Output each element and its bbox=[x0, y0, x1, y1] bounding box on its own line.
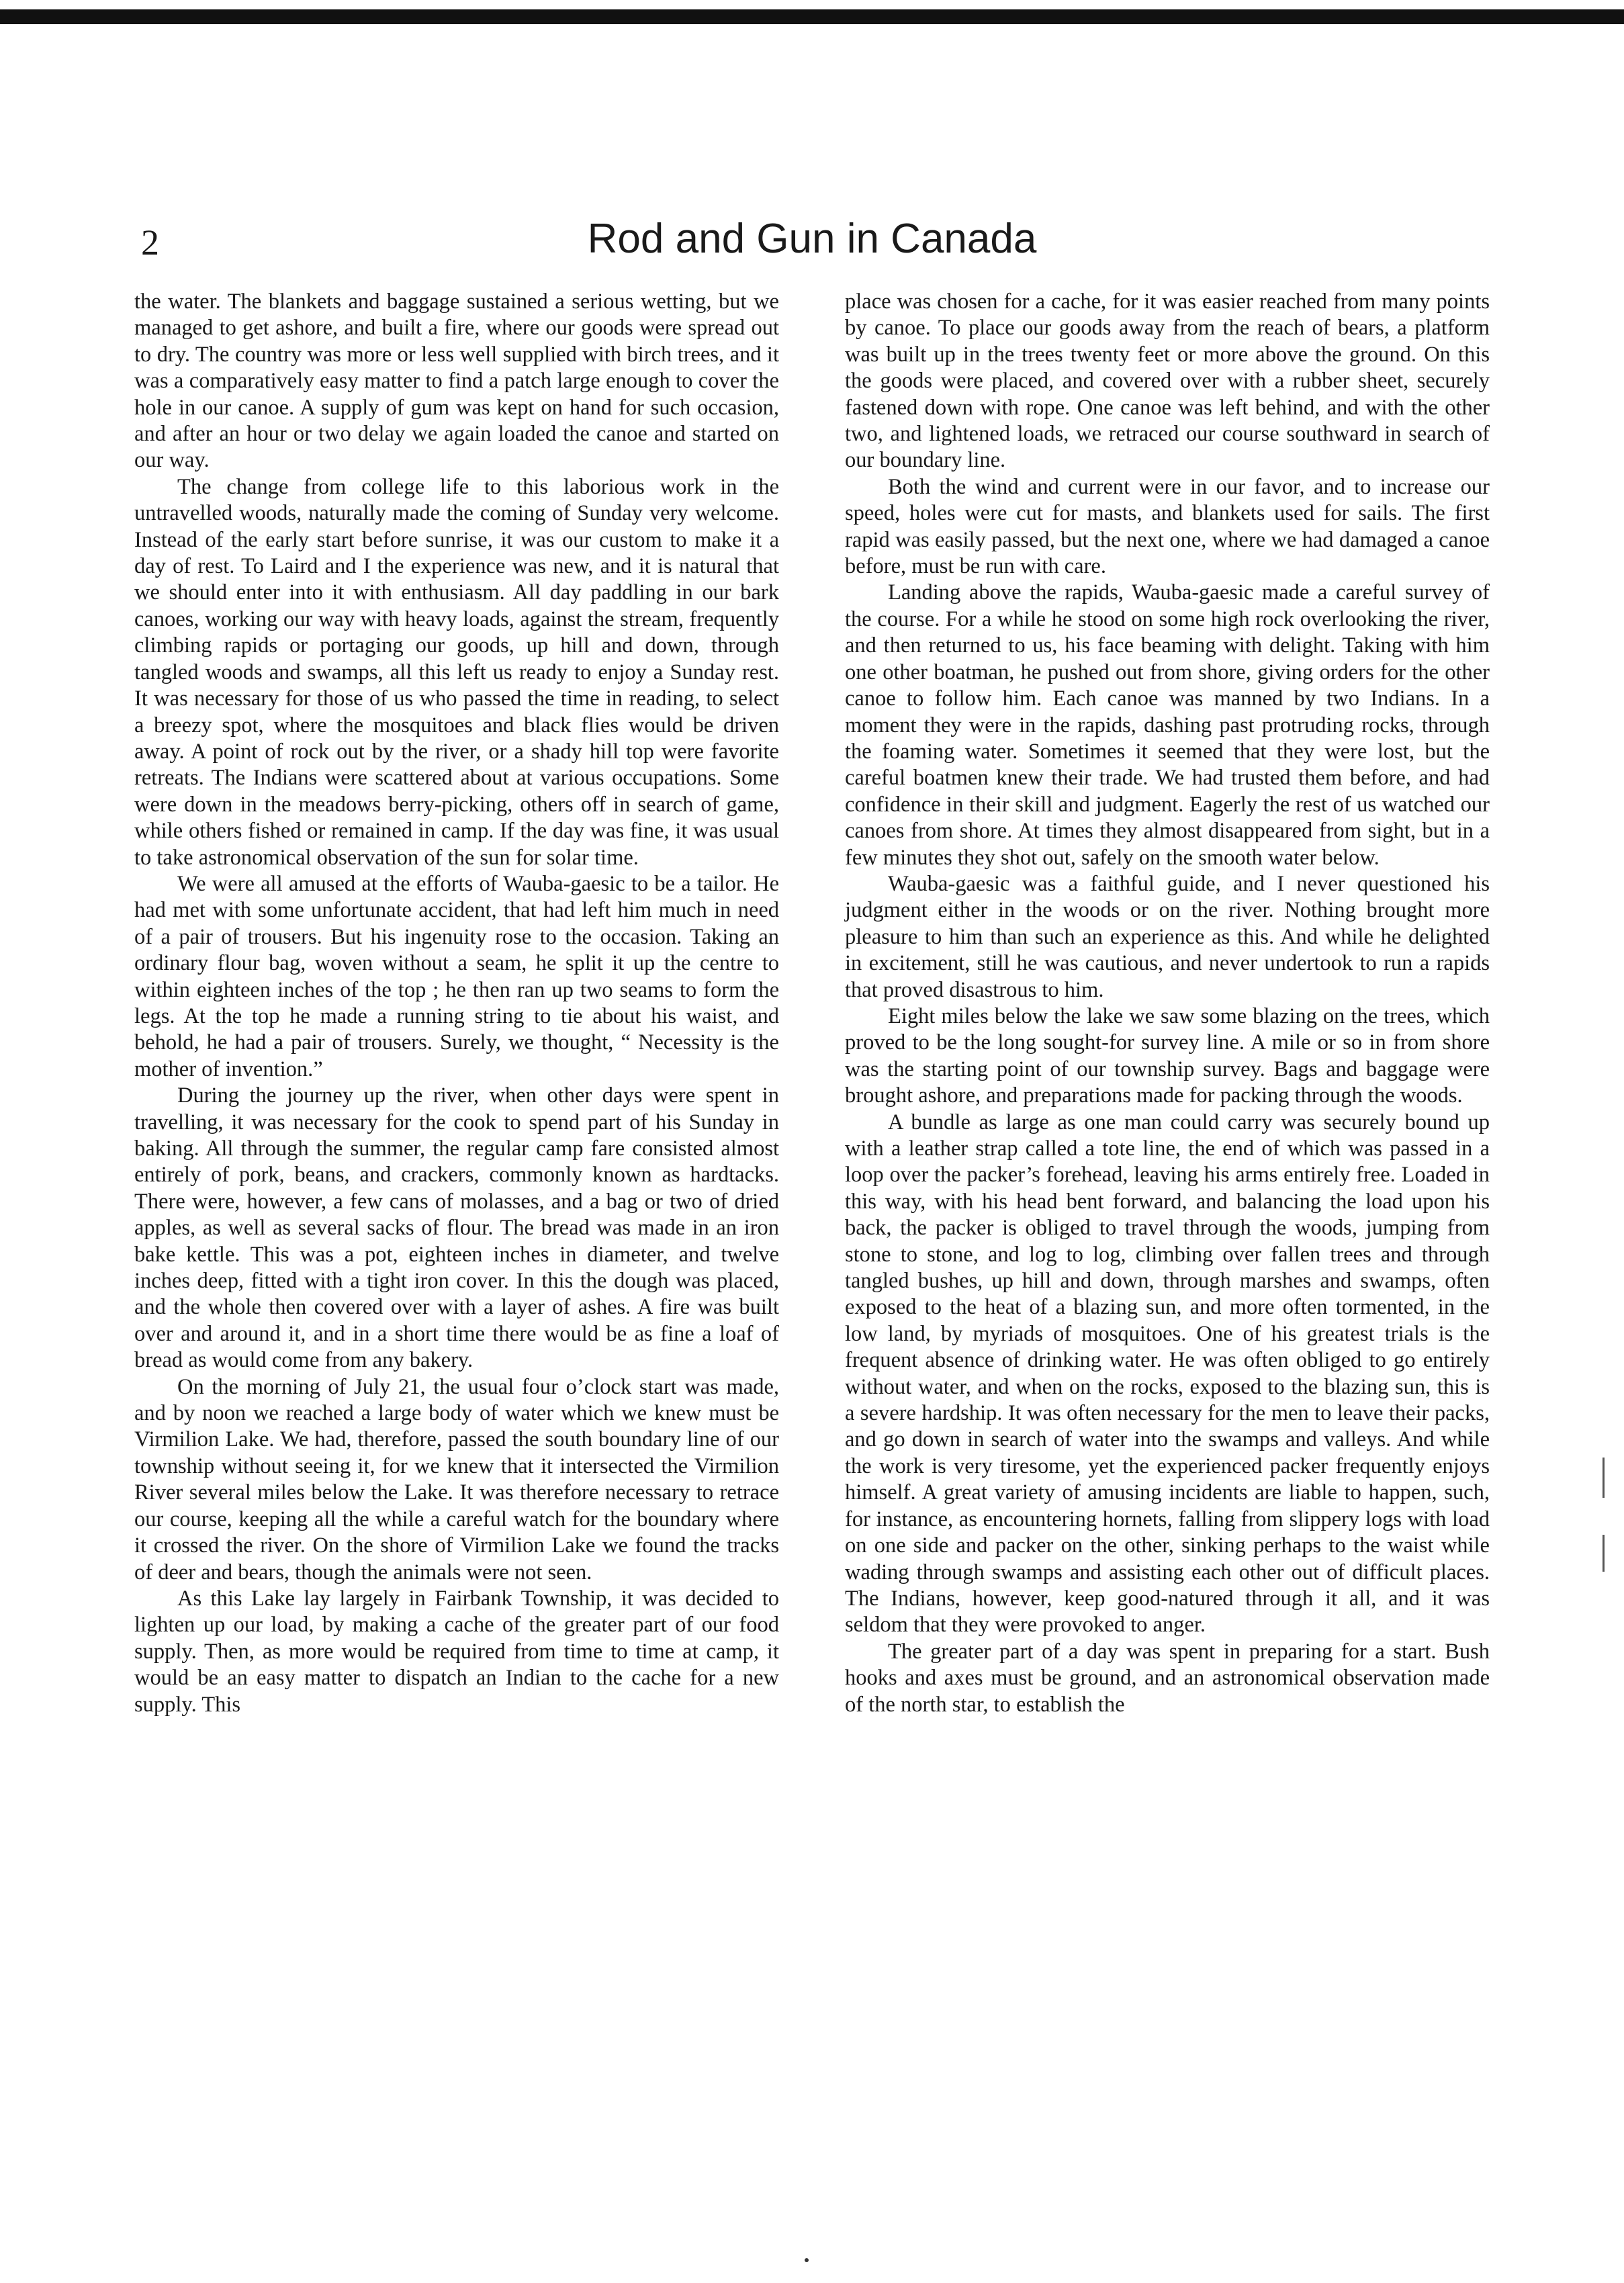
paragraph: As this Lake lay largely in Fairbank Township, it was decided to lighten up our load, by making a cache of the greater part of our food supply. Then, as more would be required from time to time at camp, it would be an easy matter to dispatch an Indian to the cache for a new supply. This bbox=[134, 1586, 779, 1717]
paragraph: During the journey up the river, when other days were spent in travelling, it was necessary for the cook to spend part of his Sunday in baking. All through the summer, the regular camp fare consisted almost entirely of pork, beans, and crackers, commonly known as hardtacks. There were, however, a few cans of molasses, and a bag or two of dried apples, as well as several sacks of flour. The bread was made in an iron bake kettle. This was a pot, eighteen inches in diameter, and twelve inches deep, fitted with a tight iron cover. In this the dough was placed, and the whole then covered over with a layer of ashes. A fire was built over and around it, and in a short time there would be as fine a loaf of bread as would come from any bakery. bbox=[134, 1083, 779, 1373]
top-rule bbox=[0, 9, 1624, 24]
running-title: Rod and Gun in Canada bbox=[587, 216, 1037, 262]
paragraph: The greater part of a day was spent in preparing for a start. Bush hooks and axes must be ground, and an astronomical observation made of the north star, to establish the bbox=[845, 1639, 1490, 1717]
paragraph: Eight miles below the lake we saw some blazing on the trees, which proved to be the long sought-for survey line. A mile or so in from shore was the starting point of our township survey. Bags and baggage were brought ashore, and preparations made for packing through the woods. bbox=[845, 1003, 1490, 1108]
paragraph: On the morning of July 21, the usual four o’clock start was made, and by noon we reached a large body of water which we knew must be Virmilion Lake. We had, therefore, passed the south boundary line of our township without seeing it, for we knew that it intersected the Virmilion River several miles below the Lake. It was therefore necessary to retrace our course, keeping all the while a careful watch for the boundary where it crossed the river. On the shore of Virmilion Lake we found the tracks of deer and bears, though the animals were not seen. bbox=[134, 1374, 779, 1584]
paragraph: the water. The blankets and baggage sustained a serious wetting, but we managed to get ashore, and built a fire, where our goods were spread out to dry. The country was more or less well supplied with birch trees, and it was a comparatively easy matter to find a patch large enough to cover the hole in our canoe. A supply of gum was kept on hand for such occasion, and after an hour or two delay we again loaded the canoe and started on our way. bbox=[134, 289, 779, 473]
margin-mark bbox=[1603, 1458, 1605, 1498]
paragraph: The change from college life to this laborious work in the untravelled woods, naturally made the coming of Sunday very welcome. Instead of the early start before sunrise, it was our custom to make it a day of rest. To Laird and I the experience was new, and it is natural that we should enter into it with enthusiasm. All day paddling in our bark canoes, working our way with heavy loads, against the stream, frequently climbing rapids or portaging our goods, up hill and down, through tangled woods and swamps, all this left us ready to enjoy a Sunday rest. It was necessary for those of us who passed the time in reading, to select a breezy spot, where the mosquitoes and black flies would be driven away. A point of rock out by the river, or a shady hill top were favorite retreats. The Indians were scattered about at various occupations. Some were down in the meadows berry-picking, others off in search of game, while others fished or remained in camp. If the day was fine, it was usual to take astronomical observation of the sun for solar time. bbox=[134, 474, 779, 870]
paragraph: Wauba-gaesic was a faithful guide, and I never questioned his judgment either in the woods or on the river. Nothing brought more pleasure to him than such an experience as this. And while he delighted in excitement, still he was cautious, and never undertook to run a rapids that proved disastrous to him. bbox=[845, 871, 1490, 1002]
page-number: 2 bbox=[141, 222, 159, 263]
right-column bbox=[845, 289, 1490, 1718]
paragraph: Landing above the rapids, Wauba-gaesic made a careful survey of the course. For a while he stood on some high rock overlooking the river, and then returned to us, his face beaming with delight. Taking with him one other boatman, he pushed out from shore, giving orders for the other canoe to follow him. Each canoe was manned by two Indians. In a moment they were in the rapids, dashing past protruding rocks, through the foaming water. Sometimes it seemed that they were lost, but the careful boatmen knew their trade. We had trusted them before, and had confidence in their skill and judgment. Eagerly the rest of us watched our canoes from shore. At times they almost disappeared from sight, but in a few minutes they shot out, safely on the smooth water below. bbox=[845, 580, 1490, 870]
paragraph: A bundle as large as one man could carry was securely bound up with a leather strap called a tote line, the end of which was passed in a loop over the packer’s forehead, leaving his arms entirely free. Loaded in this way, with his head bent forward, and balancing the load upon his back, the packer is obliged to travel through the woods, jumping from stone to stone, and log to log, climbing over fallen trees and through tangled bushes, up hill and down, through marshes and swamps, often exposed to the heat of a blazing sun, and more often tormented, in the low land, by myriads of mosquitoes. One of his greatest trials is the frequent absence of drinking water. He was often obliged to go entirely without water, and when on the rocks, exposed to the blazing sun, this is a severe hardship. It was often necessary for the men to leave their packs, and go down in search of water into the swamps and valleys. And while the work is very tiresome, yet the experienced packer frequently enjoys himself. A great variety of amusing incidents are liable to happen, such, for instance, as encountering hornets, falling from slippery logs with load on one side and packer on the other, sinking perhaps to the waist while wading through swamps and assisting each other out of difficult places. The Indians, however, keep good-natured through it all, and it was seldom that they were provoked to anger. bbox=[845, 1110, 1490, 1638]
left-column bbox=[134, 289, 779, 1718]
paragraph: Both the wind and current were in our favor, and to increase our speed, holes were cut for masts, and blankets used for sails. The first rapid was easily passed, but the next one, where we had damaged a canoe before, must be run with care. bbox=[845, 474, 1490, 579]
paragraph: We were all amused at the efforts of Wauba-gaesic to be a tailor. He had met with some unfortunate accident, that had left him much in need of a pair of trousers. But his ingenuity rose to the occasion. Taking an ordinary flour bag, woven without a seam, he split it up the centre to within eighteen inches of the top ; he then ran up two seams to form the legs. At the top he made a running string to tie about his waist, and behold, he had a pair of trousers. Surely, we thought, “ Necessity is the mother of invention.” bbox=[134, 871, 779, 1081]
margin-mark bbox=[1603, 1535, 1605, 1572]
ink-speck bbox=[805, 2258, 809, 2262]
page-header bbox=[0, 202, 1624, 275]
paragraph: place was chosen for a cache, for it was easier reached from many points by canoe. To place our goods away from the reach of bears, a platform was built up in the trees twenty feet or more above the ground. On this the goods were placed, and covered over with a rubber sheet, securely fastened down with rope. One canoe was left behind, and with the other two, and lightened loads, we retraced our course southward in search of our boundary line. bbox=[845, 289, 1490, 473]
